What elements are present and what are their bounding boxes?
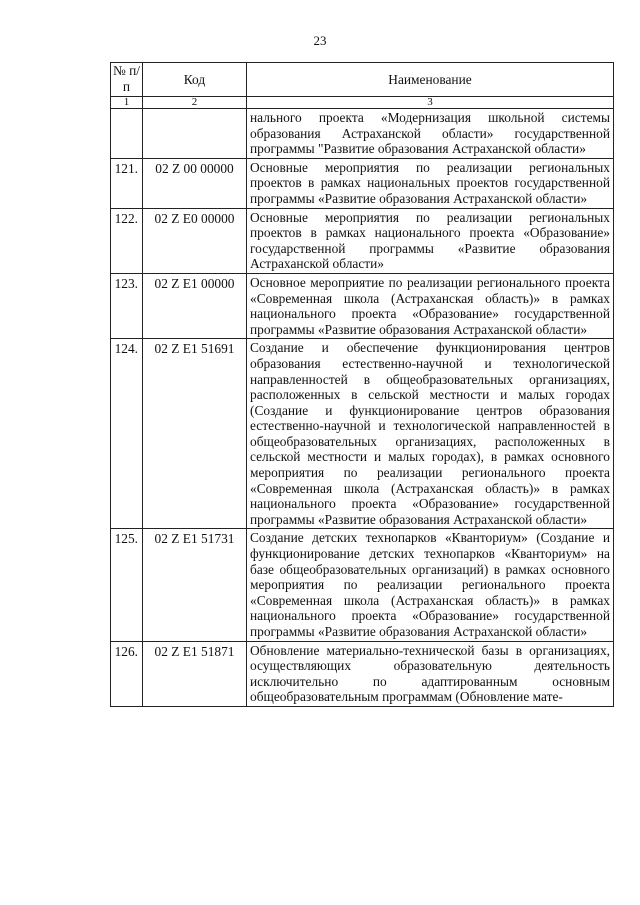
row-code: [143, 109, 247, 159]
row-name: Обновление материально-технической базы в организациях, осуществляющих образовательную деятельность исключительно по адаптированным основным общеобразовательным программам (Обновление мате-: [247, 641, 614, 706]
table-row: [111, 208, 614, 273]
row-code: 02 Z E1 51691: [143, 339, 247, 529]
table-row: [111, 109, 614, 159]
column-number: 3: [247, 97, 614, 109]
header-num: № п/п: [111, 63, 143, 97]
header-code: Код: [143, 63, 247, 97]
column-number-row: [111, 97, 614, 109]
table-row: [111, 529, 614, 641]
table-row: [111, 158, 614, 208]
row-name: нального проекта «Модернизация школьной системы образования Астраханской области» государственной программы "Развитие образования Астраханской области»: [247, 109, 614, 159]
row-code: 02 Z E0 00000: [143, 208, 247, 273]
table-row: [111, 273, 614, 338]
header-name: Наименование: [247, 63, 614, 97]
row-code: 02 Z E1 51731: [143, 529, 247, 641]
row-name: Создание детских технопарков «Кванториум» (Создание и функционирование детских технопарков «Кванториум» на базе общеобразовательных организаций) в рамках основного мероприятия по реализации регионального проекта «Современная школа (Астраханская область)» в рамках национального проекта «Образование» государственной программы «Развитие образования Астраханской области»: [247, 529, 614, 641]
column-number: 1: [111, 97, 143, 109]
row-name: Основные мероприятия по реализации региональных проектов в рамках национального проекта «Образование» государственной программы «Развитие образования Астраханской области»: [247, 208, 614, 273]
table-row: [111, 641, 614, 706]
row-code: 02 Z E1 00000: [143, 273, 247, 338]
table-row: [111, 339, 614, 529]
row-name: Создание и обеспечение функционирования центров образования естественно-научной и технологической направленностей в общеобразовательных организациях, расположенных в сельской местности и малых городах (Создание и функционирование центров образования естественно-научной и технологической направленностей в общеобразовательных организациях, расположенных в сельской местности и малых городах), в рамках основного мероприятия по реализации регионального проекта «Современная школа (Астраханская область)» в рамках национального проекта «Образование» государственной программы «Развитие образования Астраханской области»: [247, 339, 614, 529]
row-code: 02 Z 00 00000: [143, 158, 247, 208]
row-number: 123.: [111, 273, 143, 338]
table-header-row: [111, 63, 614, 97]
row-number: 124.: [111, 339, 143, 529]
row-number: 126.: [111, 641, 143, 706]
classification-table: [110, 62, 614, 707]
row-number: 122.: [111, 208, 143, 273]
row-name: Основные мероприятия по реализации региональных проектов в рамках национальных проектов государственной программы «Развитие образования Астраханской области»: [247, 158, 614, 208]
row-number: [111, 109, 143, 159]
page-number: 23: [313, 33, 327, 48]
column-number: 2: [143, 97, 247, 109]
row-name: Основное мероприятие по реализации регионального проекта «Современная школа (Астраханская область)» в рамках национального проекта «Образование» государственной программы «Развитие образования Астраханской области»: [247, 273, 614, 338]
row-number: 121.: [111, 158, 143, 208]
row-code: 02 Z E1 51871: [143, 641, 247, 706]
row-number: 125.: [111, 529, 143, 641]
